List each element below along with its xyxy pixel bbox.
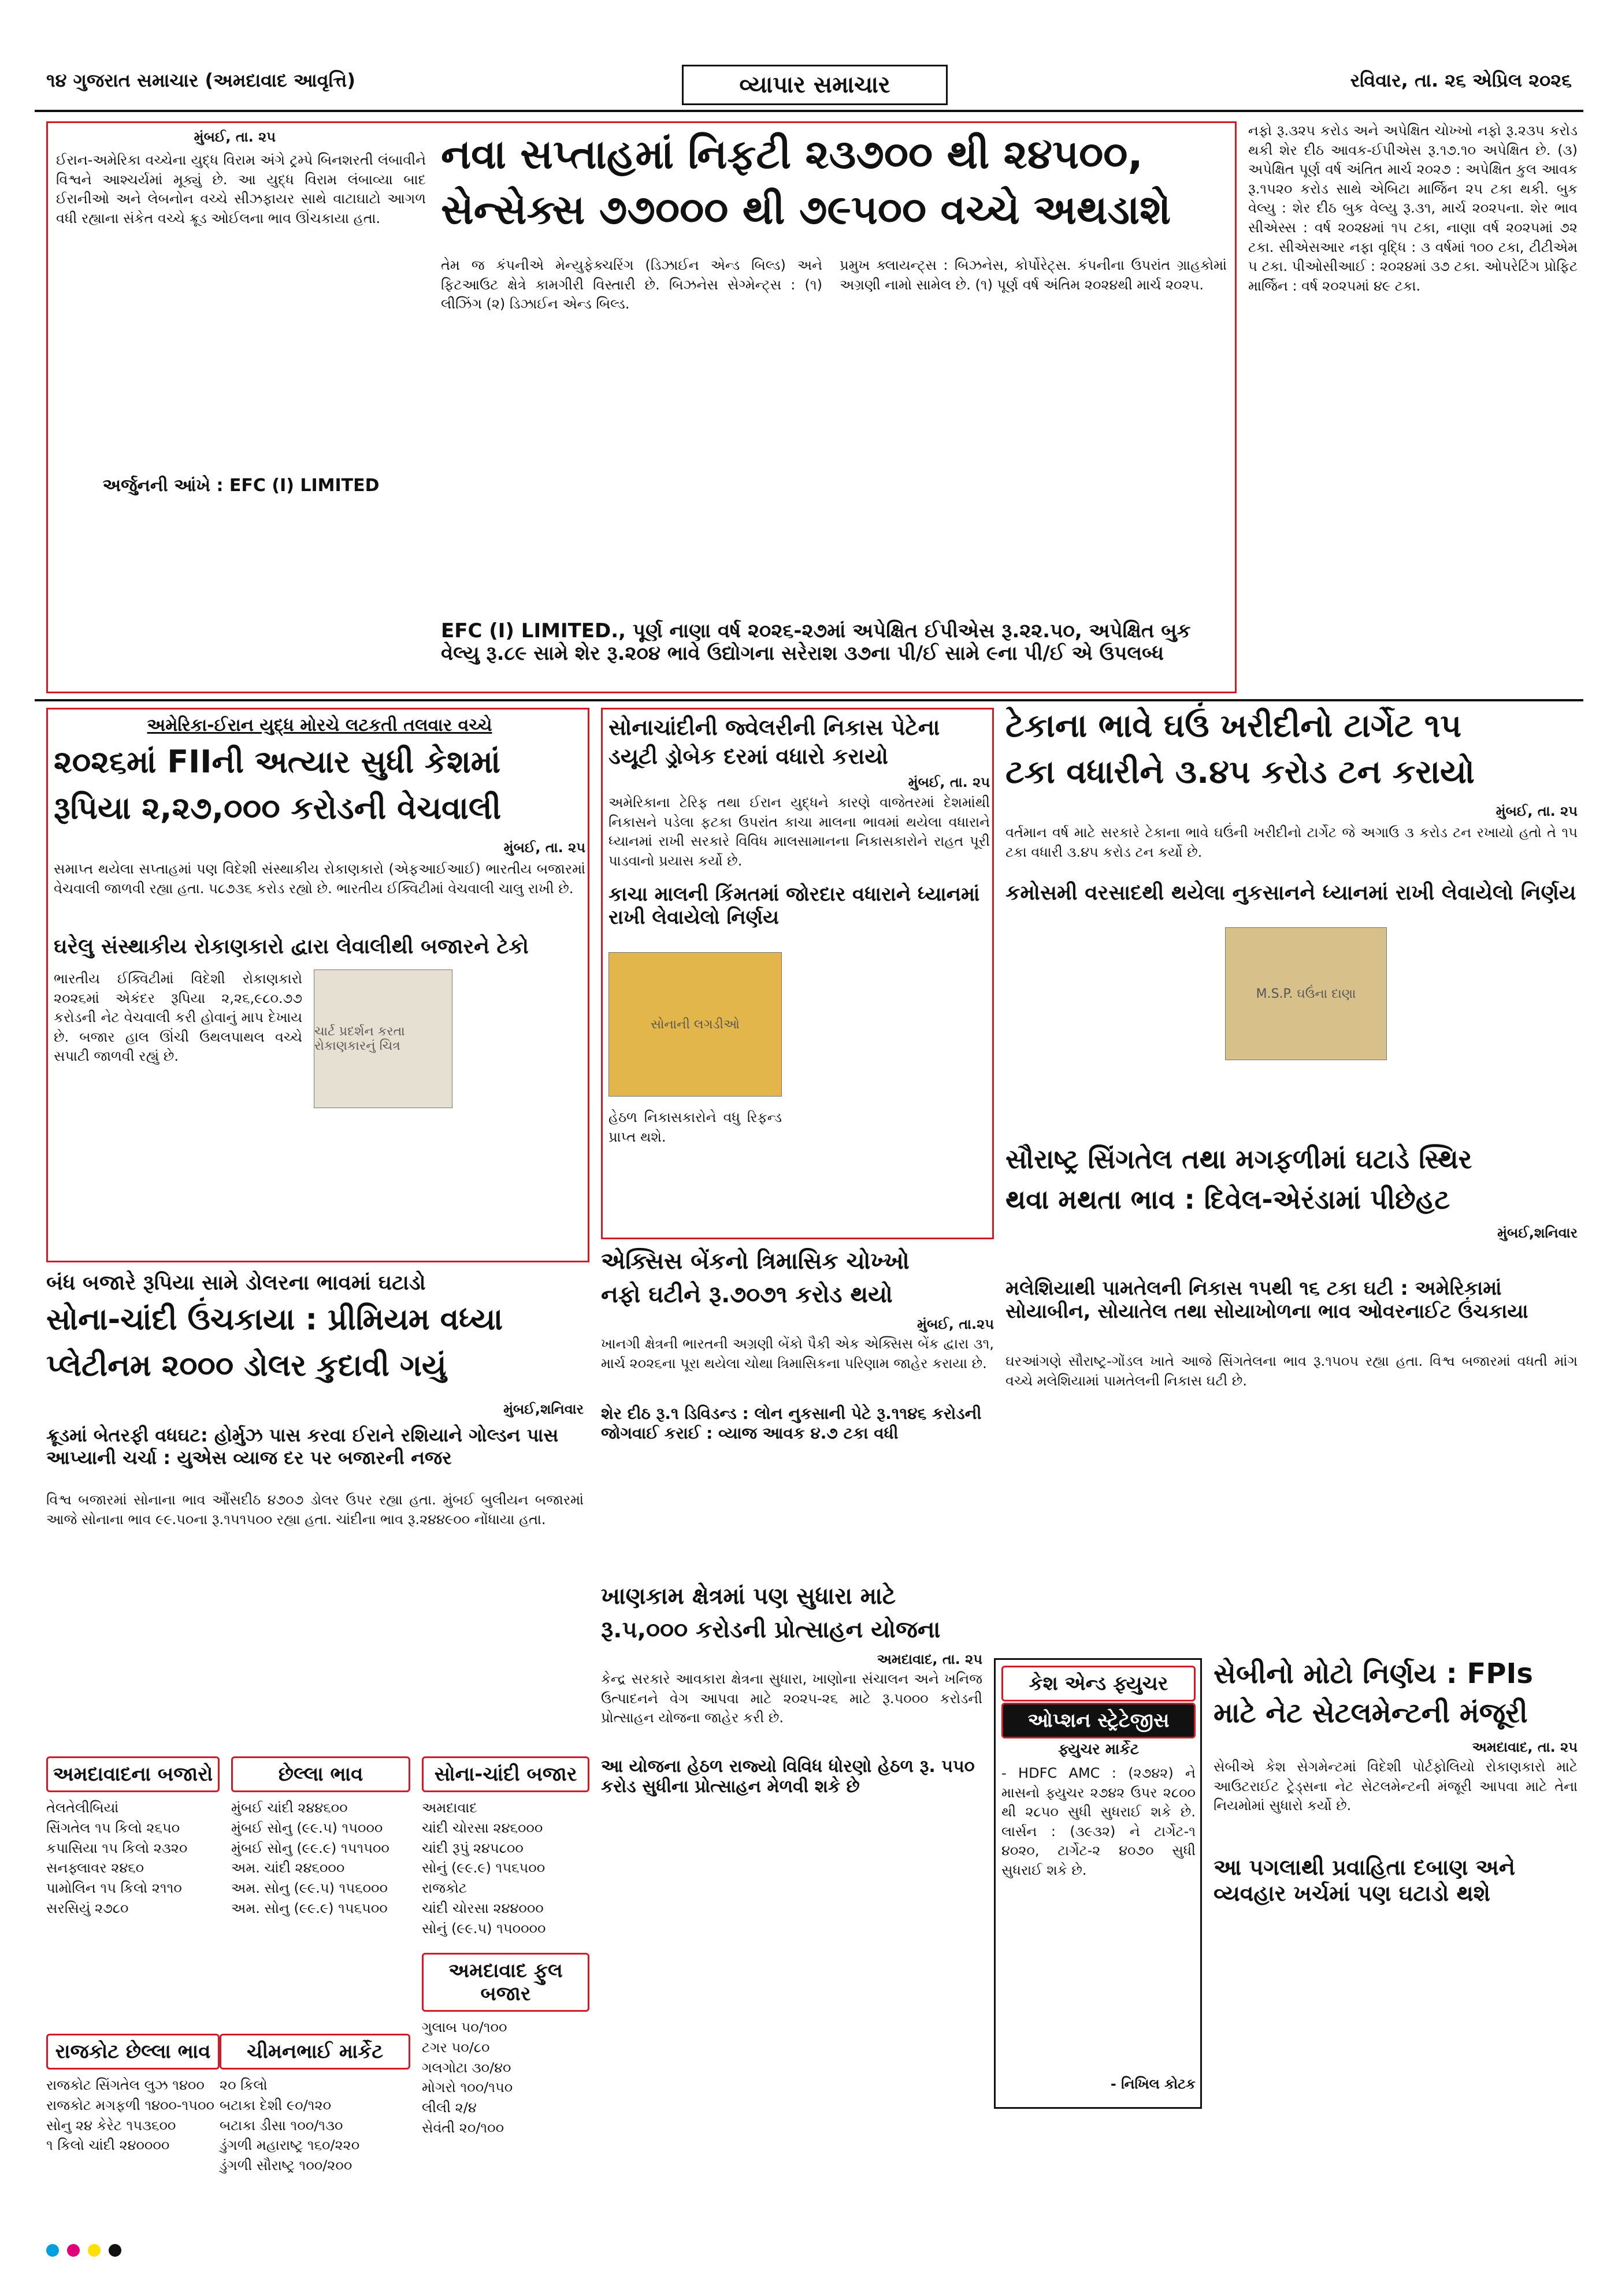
futures-subheading: ફ્યુચર માર્કેટ [1057,1741,1140,1758]
gold-silver-market-title: સોના-ચાંદી બજાર [422,1756,589,1792]
axis-dateline: મુંબઈ, તા.૨૫ [917,1316,994,1332]
lead-story [46,121,1237,693]
bullion-subheading: ક્રૂડમાં બેતરફી વધઘટ: હોર્મુઝ પાસ કરવા ઈરાને રશિયાને ગોલ્ડન પાસ આપ્યાની ચર્ચા : યુએસ વ્યાજ દર પર બજારની નજર [46,1424,559,1469]
wheat-story [1005,708,1578,1135]
futures-author: - નિખિલ કોટક [1110,2076,1196,2092]
wheat-headline-2: ટકા વધારીને ૩.૪૫ કરોડ ટન કરાયો [1005,753,1475,791]
saurashtra-headline-2: થવા મથતા ભાવ : દિવેલ-એરંડામાં પીછેહટ [1005,1184,1450,1215]
fii-subheading: ઘરેલુ સંસ્થાકીય રોકાણકારો દ્વારા લેવાલીથી બજારને ટેકો [54,935,529,958]
mining-body: કેન્દ્ર સરકારે આવકારા ક્ષેત્રના સુધારા, ખાણોના સંચાલન અને ખનિજ ઉત્પાદનને વેગ આપવા માટે ૨૦૨૫-૨૬ માટે રૂ.૫૦૦૦ કરોડની પ્રોત્સાહન યોજના જાહેર કરી છે. [601,1671,982,1726]
bullion-headline-2: પ્લેટીનમ ૨૦૦૦ ડોલર કુદાવી ગયું [46,1348,447,1383]
mining-dateline: અમદાવાદ, તા. ૨૫ [877,1651,982,1667]
wheat-subheading: કમોસમી વરસાદથી થયેલા નુકસાનને ધ્યાનમાં રાખી લેવાયેલો નિર્ણય [1005,881,1576,905]
lead-headline-1: નવા સપ્તાહમાં નિફટી ૨૩૭૦૦ થી ૨૪૫૦૦, [441,131,1143,178]
msp-wheat-image: M.S.P. ઘઉંના દાણા [1225,927,1387,1060]
axis-headline-2: નફો ઘટીને રૂ.૭૦૭૧ કરોડ થયો [601,1281,893,1308]
axis-body: ખાનગી ક્ષેત્રની ભારતની અગ્રણી બેંકો પૈકી એક એક્સિસ બેંક દ્વારા ૩૧, માર્ચ ૨૦૨૬ના પૂરા થયેલા ચોથા ત્રિમાસિકના પરિણામ જાહેર કરાયા છે. [601,1336,994,1372]
saurashtra-dateline: મુંબઈ,શનિવાર [1497,1225,1578,1241]
lead-body-left: ઈરાન-અમેરિકા વચ્ચેના યુદ્ધ વિરામ અંગે ટ્રમ્પે બિનશરતી લંબાવીને વિશ્વને આશ્ચર્યમાં મૂક્યું છે. આ યુદ્ધ વિરામ લંબાવ્યા બાદ ઈરાનીઓ અને લેબનોન વચ્ચે સીઝફાયર સાથે વાટાઘાટો આગળ વધી રહ્યાના સંકેત વચ્ચે ક્રૂડ ઓઈલના ભાવ ઊંચકાયા હતા. [56,152,426,226]
last-prices [231,1756,410,1987]
black-dot [109,2244,121,2257]
gold-export-dateline: મુંબઈ, તા. ૨૫ [908,774,990,790]
ahmedabad-markets [46,1756,220,1987]
chimanbhai-market-title: ચીમનભાઈ માર્કેટ [220,2034,410,2070]
printer-registration-marks [46,2244,121,2261]
futures-column [994,1658,1202,2109]
bullion-dateline: મુંબઈ,શનિવાર [503,1401,584,1417]
issue-date: રવિવાર, તા. ૨૬ એપ્રિલ ૨૦૨૬ [1350,69,1572,91]
lead-footer-highlight: EFC (I) LIMITED., પૂર્ણ નાણા વર્ષ ૨૦૨૬-૨૭માં અપેક્ષિત ઈપીએસ રૂ.૨૨.૫૦, અપેક્ષિત બુક વેલ્યુ રૂ.૮૯ સામે શેર રૂ.૨૦૪ ભાવે ઉદ્યોગના સરેરાશ ૩૭ના પી/ઈ સામે ૯ના પી/ઈ એ ઉપલબ્ધ [441,619,1191,666]
section-title: વ્યાપાર સમાચાર [682,65,948,105]
bullion-kicker: બંધ બજારે રૂપિયા સામે ડોલરના ભાવમાં ઘટાડો [46,1271,426,1295]
fii-kicker: અમેરિકા-ઈરાન યુદ્ધ મોરચે લટકતી તલવાર વચ્ચે [147,715,492,735]
bullion-headline-1: સોના-ચાંદી ઉંચકાયા : પ્રીમિયમ વધ્યા [46,1302,503,1337]
gold-export-headline: ડયૂટી ડ્રોબેક દરમાં વધારો કરાયો [608,744,888,769]
last-prices-list: મુંબઈ ચાંદી ૨૪૪૬૦૦ મુંબઈ સોનુ (૯૯.૫) ૧૫૦૦૦ મુંબઈ સોનુ (૯૯.૯) ૧૫૧૫૦૦ અમ. ચાંદી ૨૪૬૦૦૦ અમ. સોનુ (૯૯.૫) ૧૫૬૦૦૦ અમ. સોનુ (૯૯.૯) ૧૫૬૫૦૦ [231,1800,389,1916]
bullion-body: વિશ્વ બજારમાં સોનાના ભાવ ઔંસદીઠ ૪૭૦૭ ડોલર ઉપર રહ્યા હતા. મુંબઈ બુલીયન બજારમાં આજે સોનાના ભાવ ૯૯.૫૦ના રૂ.૧૫૧૫૦૦ રહ્યા હતા. ચાંદીના ભાવ રૂ.૨૪૪૯૦૦ નોંધાયા હતા. [46,1492,584,1528]
sebi-headline-2: માટે નેટ સેટલમેન્ટની મંજૂરી [1214,1697,1528,1729]
fii-headline-2: રૂપિયા ૨,૨૭,૦૦૦ કરોડની વેચવાલી [54,790,502,826]
newspaper-page-number: ૧૪ ગુજરાત સમાચાર (અમદાવાદ આવૃત્તિ) [46,69,355,91]
gold-silver-market-list: અમદાવાદ ચાંદી ચોરસા ૨૪૬૦૦૦ ચાંદી રૂપું ૨૪૫૮૦૦ સોનું (૯૯.૯) ૧૫૬૫૦૦ રાજકોટ ચાંદી ચોરસા ૨૪૪૦૦૦ સોનું (૯૯.૫) ૧૫૦૦૦૦ [422,1800,546,1937]
flower-market-list: ગુલાબ ૫૦/૧૦૦ ટગર ૫૦/૮૦ ગલગોટા ૩૦/૪૦ મોગરો ૧૦૦/૧૫૦ લીલી ૨/૪ સેવંતી ૨૦/૧૦૦ [422,2019,513,2136]
investor-illustration: ચાર્ટ પ્રદર્શન કરતા રોકાણકારનું ચિત્ર [314,969,452,1108]
yellow-dot [88,2244,101,2257]
lead-headline-2: સેન્સેક્સ ૭૭૦૦૦ થી ૭૯૫૦૦ વચ્ચે અથડાશે [441,186,1171,233]
axis-headline-1: એક્સિસ બેંકનો ત્રિમાસિક ચોખ્ખો [601,1248,910,1275]
wheat-headline-1: ટેકાના ભાવે ઘઉં ખરીદીનો ટાર્ગેટ ૧૫ [1005,707,1462,745]
lead-subheading: અર્જુનની આંખે : EFC (I) LIMITED [102,475,380,496]
mining-headline-1: ખાણકામ ક્ષેત્રમાં પણ સુધારા માટે [601,1583,896,1610]
mining-subheading: આ યોજના હેઠળ રાજ્યો વિવિધ ધોરણો હેઠળ રૂ. ૫૫૦ કરોડ સુધીના પ્રોત્સાહન મેળવી શકે છે [601,1756,975,1797]
rajkot-markets-list: રાજકોટ સિંગતેલ લુઝ ૧૪૦૦ રાજકોટ મગફળી ૧૪૦૦-૧૫૦૦ સોનુ ૨૪ કેરેટ ૧૫૩૬૦૦ ૧ કિલો ચાંદી ૨૪૦૦૦૦ [46,2077,214,2154]
gold-bars-image: સોનાની લગડીઓ [608,952,782,1097]
mining-headline-2: રૂ.૫,૦૦૦ કરોડની પ્રોત્સાહન યોજના [601,1617,941,1643]
futures-tag-1: કેશ એન્ડ ફ્યુચર [1001,1666,1196,1701]
lead-right-column: નફો રૂ.૩૨૫ કરોડ અને અપેક્ષિત ચોખ્ખો નફો રૂ.૨૩૫ કરોડ થકી શેર દીઠ આવક-ઈપીએસ રૂ.૧૭.૧૦ અપેક્ષિત છે. (૩) અપેક્ષિત પૂર્ણ વર્ષ અંતિત માર્ચ ૨૦૨૭ : અપેક્ષિત કુલ આવક રૂ.૧૫૨૦ કરોડ સાથે એબિટા માર્જિન ૨૫ ટકા થકી. બુક વેલ્યુ : શેર દીઠ બુક વેલ્યુ રૂ.૩૧, માર્ચ ૨૦૨૫ના. શેર ભાવ સીએસ્સ : વર્ષ ૨૦૨૪માં ૧૫ ટકા, નાણા વર્ષ ૨૦૨૫માં ૭૨ ટકા. સીએસઆર નફા વૃદ્ધિ : ૩ વર્ષમાં ૧૦૦ ટકા, ટીટીએમ ૫ ટકા. પીઓસીઆઈ : ૨૦૨૪માં ૩૭ ટકા. ઓપરેટિંગ પ્રોફિટ માર્જિન : વર્ષ ૨૦૨૫માં ૪૯ ટકા. [1248,122,1578,294]
gold-export-story [601,708,994,1239]
gold-silver-market [422,1756,589,1941]
chimanbhai-market [220,2034,410,2184]
section-rule-1 [35,699,1583,701]
magenta-dot [67,2244,80,2257]
rajkot-markets-title: રાજકોટ છેલ્લા ભાવ [46,2034,220,2070]
futures-body: - HDFC AMC : (૨૭૪૨) ને માસનો ફ્યુચર ૨૭૪૨ ઉપર ૨૮૦૦ થી ૨૮૫૦ સુધી સુધરાઈ શકે છે. લાર્સન : (૩૯૩૨) ને ટાર્ગેટ-૧ ૪૦૨૦, ટાર્ગેટ-૨ ૪૦૭૦ સુધી સુધરાઈ શકે છે. [1001,1765,1196,1878]
last-prices-title: છેલ્લા ભાવ [231,1756,410,1792]
lead-body-mid: તેમ જ કંપનીએ મેન્યુફેક્ચરિંગ (ડિઝાઈન એન્ડ બિલ્ડ) અને ફિટઆઉટ ક્ષેત્રે કામગીરી વિસ્તારી છે. બિઝનેસ સેગ્મેન્ટ્સ : (૧) લીઝિંગ (૨) ડિઝાઈન એન્ડ બિલ્ડ. [441,257,822,313]
wheat-dateline: મુંબઈ, તા. ૨૫ [1495,803,1578,819]
sebi-subheading: આ પગલાથી પ્રવાહિતા દબાણ અને વ્યવહાર ખર્ચમાં પણ ઘટાડો થશે [1214,1855,1516,1906]
axis-subheading: શેર દીઠ રૂ.૧ ડિવિડન્ડ : લોન નુકસાની પેટે રૂ.૧૧૪૬ કરોડની જોગવાઈ કરાઈ : વ્યાજ આવક ૪.૭ ટકા વધી [601,1404,982,1443]
sebi-story [1214,1658,1578,2115]
lead-body-right: પ્રમુખ ક્લાયન્ટ્સ : બિઝનેસ, કોર્પોરેટ્સ. કંપનીના ઉપરાંત ગ્રાહકોમાં અગ્રણી નામો સામેલ છે. (૧) પૂર્ણ વર્ષ અંતિમ ૨૦૨૪થી માર્ચ ૨૦૨૫. [840,257,1227,293]
fii-headline-1: ૨૦૨૬માં FIIની અત્યાર સુધી કેશમાં [54,744,501,780]
gold-export-subheading: કાચા માલની કિંમતમાં જોરદાર વધારાને ધ્યાનમાં રાખી લેવાયેલો નિર્ણય [608,883,980,929]
ahmedabad-markets-title: અમદાવાદના બજારો [46,1756,220,1792]
sebi-headline-1: સેબીનો મોટો નિર્ણય : FPIs [1214,1658,1533,1690]
flower-market-title: અમદાવાદ ફુલ બજાર [422,1953,589,2012]
lead-dateline: મુંબઈ, તા. ૨૫ [194,129,276,145]
fii-dateline: મુંબઈ, તા. ૨૫ [503,839,585,856]
futures-tag-2: ઓપ્શન સ્ટ્રેટેજીસ [1001,1703,1196,1738]
header-rule [35,110,1583,112]
sebi-body: સેબીએ કેશ સેગમેન્ટમાં વિદેશી પોર્ટફોલિયો રોકાણકારો માટે આઉટરાઈટ ટ્રેડ્સના નેટ સેટલમેન્ટની મંજૂરી આપવા માટે તેના નિયમોમાં સુધારો કર્યો છે. [1214,1759,1578,1814]
flower-market [422,1953,589,2184]
wheat-body: વર્તમાન વર્ષ માટે સરકારે ટેકાના ભાવે ઘઉંની ખરીદીનો ટાર્ગેટ જે અગાઉ ૩ કરોડ ટન રખાયો હતો તે ૧૫ ટકા વધારી ૩.૪૫ કરોડ ટન કર્યો છે. [1005,824,1578,860]
rajkot-markets [46,2034,220,2184]
fii-body-2: ભારતીય ઈક્વિટીમાં વિદેશી રોકાણકારો ૨૦૨૬માં એકંદર રૂપિયા ૨,૨૬,૯૮૦.૭૭ કરોડની નેટ વેચવાલી કરી હોવાનું માપ દેખાય છે. બજાર હાલ ઊંચી ઉથલપાથલ વચ્ચે સપાટી જાળવી રહ્યું છે. [54,971,302,1065]
gold-export-body: અમેરિકાના ટેરિફ તથા ઈરાન યુદ્ધને કારણે વાજેતરમાં દેશમાંથી નિકાસને પડેલા ફટકા ઉપરાંત કાચા માલના ભાવમાં થયેલા વધારાને ધ્યાનમાં રાખી સરકારે વિવિધ માલસામાનના નિકાસકારોને રાહત પૂરી પાડવાનો પ્રયાસ કર્યો છે. [608,794,990,869]
saurashtra-subheading: મલેશિયાથી પામતેલની નિકાસ ૧૫થી ૧૬ ટકા ઘટી : અમેરિકામાં સોયાબીન, સોયાતેલ તથા સોયાખોળના ભાવ ઓવરનાઈટ ઉંચકાયા [1005,1277,1528,1323]
gold-export-kicker: સોનાચાંદીની જ્વેલરીની નિકાસ પેટેના [608,715,940,740]
sebi-dateline: અમદાવાદ, તા. ૨૫ [1472,1739,1578,1755]
saurashtra-body: ઘરઆંગણે સૌરાષ્ટ્ર-ગોંડલ ખાતે આજે સિંગતેલના ભાવ રૂ.૧૫૦૫ રહ્યા હતા. વિશ્વ બજારમાં વધતી માંગ વચ્ચે મલેશિયામાં પામતેલની નિકાસ ઘટી છે. [1005,1353,1578,1389]
fii-body: સમાપ્ત થયેલા સપ્તાહમાં પણ વિદેશી સંસ્થાકીય રોકાણકારો (એફઆઈઆઈ) ભારતીય બજારમાં વેચવાલી જાળવી રહ્યા હતા. ૫૮૭૩૬ કરોડ રહ્યો છે. ભારતીય ઈક્વિટીમાં વેચવાલી ચાલુ રાખી છે. [54,861,585,897]
cyan-dot [46,2244,59,2257]
chimanbhai-market-list: ૨૦ કિલો બટાકા દેશી ૯૦/૧૨૦ બટાકા ડીસા ૧૦૦/૧૩૦ ડુંગળી મહારાષ્ટ્ર ૧૬૦/૨૨૦ ડુંગળી સૌરાષ્ટ્ર ૧૦૦/૨૦૦ [220,2077,360,2174]
axis-bank-story [601,1248,994,1571]
ahmedabad-markets-list: તેલતેલીબિયાં સિંગતેલ ૧૫ કિલો ૨૬૫૦ કપાસિયા ૧૫ કિલો ૨૩૨૦ સનફ્લાવર ૨૪૬૦ પામોલિન ૧૫ કિલો ૨૧૧૦ સરસિયું ૨૭૮૦ [46,1800,188,1916]
saurashtra-story [1005,1144,1578,1652]
gold-export-caption: હેઠળ નિકાસકારોને વધુ રિફન્ડ પ્રાપ્ત થશે. [608,1109,782,1145]
saurashtra-headline-1: સૌરાષ્ટ્ર સિંગતેલ તથા મગફળીમાં ઘટાડે સ્થિર [1005,1143,1472,1175]
fii-story [46,708,589,1262]
